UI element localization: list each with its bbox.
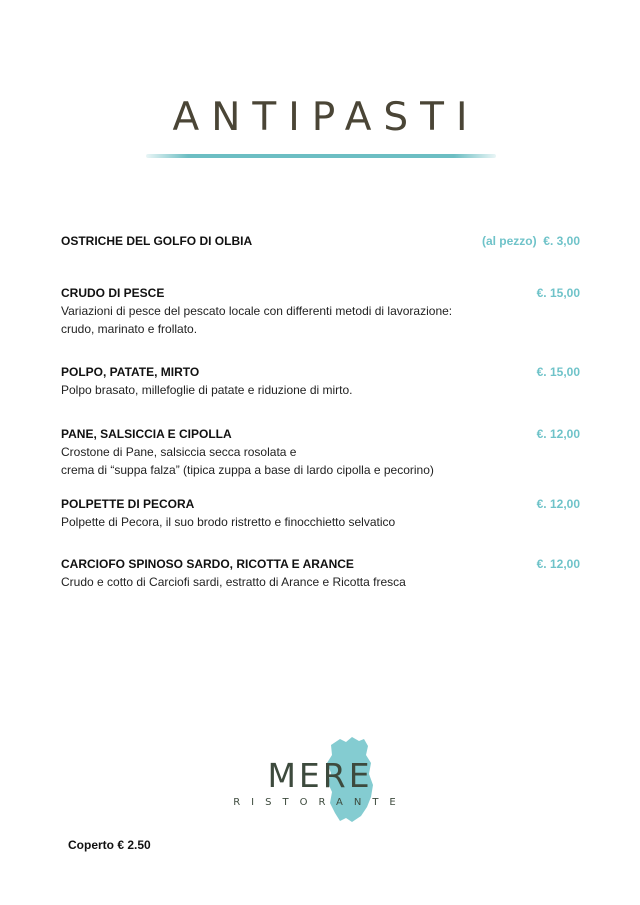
item-name: PANE, SALSICCIA E CIPOLLA bbox=[61, 427, 232, 441]
item-price: €. 12,00 bbox=[536, 557, 580, 571]
menu-item bbox=[61, 496, 580, 531]
item-price: €. 15,00 bbox=[536, 286, 580, 300]
item-description bbox=[61, 513, 580, 531]
cover-charge: Coperto € 2.50 bbox=[68, 838, 151, 852]
menu-item bbox=[61, 556, 580, 591]
item-name: POLPETTE DI PECORA bbox=[61, 497, 195, 511]
item-description bbox=[61, 381, 580, 399]
item-name: CARCIOFO SPINOSO SARDO, RICOTTA E ARANCE bbox=[61, 557, 354, 571]
item-description bbox=[61, 443, 580, 479]
logo-wordmark: MERE bbox=[267, 756, 373, 795]
item-description bbox=[61, 573, 580, 591]
logo-subtitle: RISTORANTE bbox=[233, 797, 407, 808]
item-description-line: crema di “suppa falza” (tipica zuppa a base di lardo cipolla e pecorino) bbox=[61, 463, 434, 477]
item-price: (al pezzo) €. 3,00 bbox=[481, 234, 580, 248]
mere-logo bbox=[228, 733, 413, 825]
item-price: €. 12,00 bbox=[536, 427, 580, 441]
menu-item bbox=[61, 233, 580, 249]
item-price: €. 15,00 bbox=[536, 365, 580, 379]
menu-item bbox=[61, 426, 580, 479]
item-description-line: Crudo e cotto di Carciofi sardi, estratto di Arance e Ricotta fresca bbox=[61, 575, 406, 589]
item-name: POLPO, PATATE, MIRTO bbox=[61, 365, 200, 379]
menu-item bbox=[61, 364, 580, 399]
item-price: €. 12,00 bbox=[536, 497, 580, 511]
item-name: OSTRICHE DEL GOLFO DI OLBIA bbox=[61, 234, 253, 248]
item-description-line: crudo, marinato e frollato. bbox=[61, 322, 198, 336]
title-divider bbox=[146, 154, 496, 158]
page-title: ANTIPASTI bbox=[172, 95, 480, 140]
item-description-line: Polpette di Pecora, il suo brodo ristretto e finocchietto selvatico bbox=[61, 515, 396, 529]
item-description bbox=[61, 302, 580, 338]
menu-item bbox=[61, 285, 580, 338]
item-description-line: Crostone di Pane, salsiccia secca rosolata e bbox=[61, 445, 297, 459]
item-description-line: Variazioni di pesce del pescato locale con differenti metodi di lavorazione: bbox=[61, 304, 453, 318]
item-description-line: Polpo brasato, millefoglie di patate e riduzione di mirto. bbox=[61, 383, 353, 397]
item-name: CRUDO DI PESCE bbox=[61, 286, 165, 300]
